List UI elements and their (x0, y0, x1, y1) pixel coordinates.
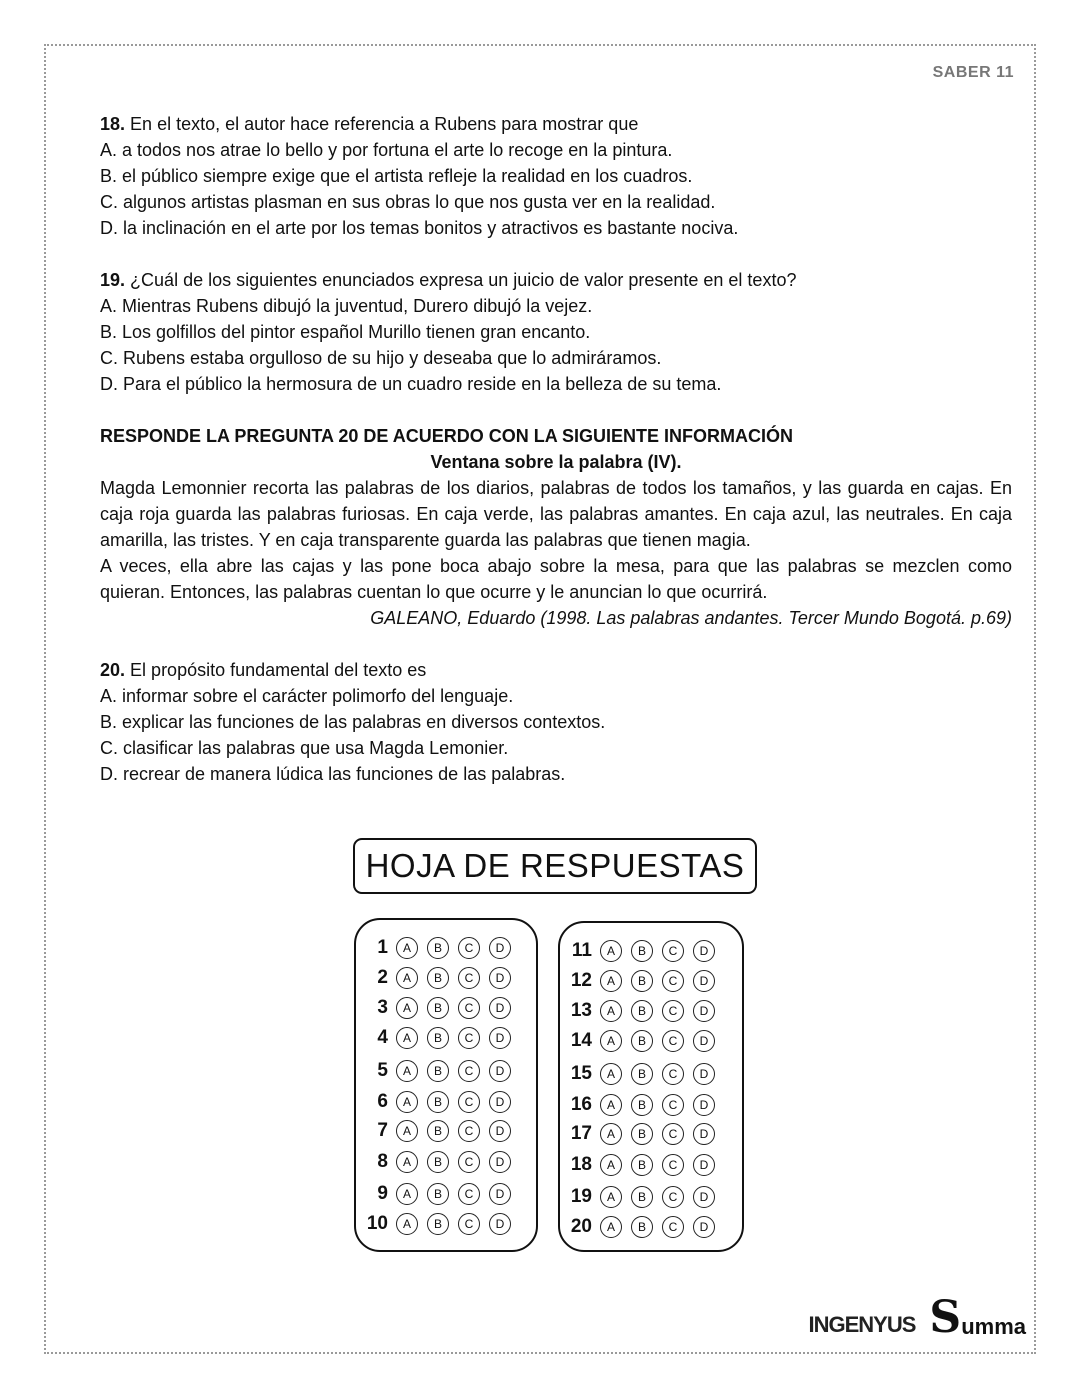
answer-bubble-c[interactable]: C (458, 1091, 480, 1113)
answer-bubble-a[interactable]: A (396, 1091, 418, 1113)
answer-bubble-d[interactable]: D (489, 937, 511, 959)
answer-row (560, 1027, 742, 1055)
option-d: D. la inclinación en el arte por los temas bonitos y atractivos es bastante nociva. (100, 218, 739, 238)
answer-row (356, 1180, 536, 1208)
answer-bubble-c[interactable]: C (458, 1213, 480, 1235)
answer-bubble-b[interactable]: B (427, 1120, 449, 1142)
option-c: C. clasificar las palabras que usa Magda Lemonier. (100, 738, 509, 758)
option-a: A. a todos nos atrae lo bello y por fortuna el arte lo recoge en la pintura. (100, 140, 673, 160)
answer-bubble-d[interactable]: D (693, 1000, 715, 1022)
option-a: A. Mientras Rubens dibujó la juventud, Durero dibujó la vejez. (100, 296, 593, 316)
answer-row (356, 1088, 536, 1116)
answer-bubble-b[interactable]: B (427, 997, 449, 1019)
question-number: 20. (100, 660, 126, 680)
answer-bubble-d[interactable]: D (489, 1120, 511, 1142)
answer-row-number: 13 (570, 1000, 592, 1021)
answer-row (356, 1057, 536, 1085)
answer-bubble-a[interactable]: A (600, 1186, 622, 1208)
passage-paragraph: A veces, ella abre las cajas y las pone boca abajo sobre la mesa, para que las palabras se mezclen como quieran. Entonces, las palabras cuentan lo que ocurre y le anuncian lo que ocurrirá. (100, 556, 1012, 602)
answer-bubble-d[interactable]: D (693, 1030, 715, 1052)
answer-bubble-a[interactable]: A (600, 1216, 622, 1238)
answer-bubble-b[interactable]: B (631, 1030, 653, 1052)
answer-bubble-c[interactable]: C (458, 1060, 480, 1082)
answer-bubble-d[interactable]: D (693, 1216, 715, 1238)
ingenyus-logo: INGENYUS (808, 1312, 916, 1337)
answer-bubble-a[interactable]: A (600, 970, 622, 992)
answer-row (560, 967, 742, 995)
answer-bubble-d[interactable]: D (693, 970, 715, 992)
answer-bubble-c[interactable]: C (662, 970, 684, 992)
answer-row-number: 2 (377, 967, 388, 988)
answer-row (560, 937, 742, 965)
answer-bubble-c[interactable]: C (458, 967, 480, 989)
answer-row-number: 16 (570, 1094, 592, 1115)
answer-bubble-a[interactable]: A (600, 1063, 622, 1085)
answer-bubble-a[interactable]: A (396, 1151, 418, 1173)
answer-bubble-a[interactable]: A (396, 1183, 418, 1205)
answer-bubble-c[interactable]: C (662, 1123, 684, 1145)
answer-bubble-b[interactable]: B (631, 1186, 653, 1208)
answer-bubble-a[interactable]: A (600, 1123, 622, 1145)
answer-bubble-b[interactable]: B (631, 1216, 653, 1238)
answer-bubble-d[interactable]: D (489, 967, 511, 989)
summa-logo-initial: S (929, 1292, 962, 1343)
answer-bubble-b[interactable]: B (631, 1000, 653, 1022)
question-number: 18. (100, 114, 126, 134)
option-d: D. Para el público la hermosura de un cuadro reside en la belleza de su tema. (100, 374, 722, 394)
answer-row-number: 18 (570, 1154, 592, 1175)
answer-row (560, 1183, 742, 1211)
answer-bubble-c[interactable]: C (458, 1120, 480, 1142)
answer-bubble-c[interactable]: C (662, 1063, 684, 1085)
passage-paragraph: Magda Lemonnier recorta las palabras de los diarios, palabras de todos los tamaños, y las guarda en cajas. En caja roja guarda las palabras furiosas. En caja verde, las palabras amantes. En caja azul, las neutrales. En caja amarilla, las tristes. Y en caja transparente guarda las palabras que tienen magia. (100, 478, 1012, 550)
option-c: C. Rubens estaba orgulloso de su hijo y deseaba que lo admiráramos. (100, 348, 662, 368)
question-stem (100, 111, 1012, 137)
answer-grid-left (354, 918, 538, 1252)
answer-bubble-a[interactable]: A (396, 967, 418, 989)
option-b: B. Los golfillos del pintor español Murillo tienen gran encanto. (100, 322, 591, 342)
answer-row-number: 15 (570, 1063, 592, 1084)
answer-bubble-c[interactable]: C (662, 1000, 684, 1022)
answer-bubble-d[interactable]: D (489, 1027, 511, 1049)
answer-row-number: 3 (377, 997, 388, 1018)
summa-logo-word: umma (961, 1314, 1026, 1339)
answer-bubble-d[interactable]: D (693, 940, 715, 962)
answer-row-number: 10 (366, 1213, 388, 1234)
answer-bubble-b[interactable]: B (631, 1094, 653, 1116)
reading-title: Ventana sobre la palabra (IV). (430, 452, 682, 472)
top-questions (100, 111, 1012, 397)
answer-bubble-c[interactable]: C (458, 937, 480, 959)
answer-bubble-a[interactable]: A (396, 1120, 418, 1142)
answer-bubble-c[interactable]: C (662, 1154, 684, 1176)
option-b: B. el público siempre exige que el artista refleje la realidad en los cuadros. (100, 166, 693, 186)
question-number: 19. (100, 270, 126, 290)
answer-bubble-b[interactable]: B (631, 1123, 653, 1145)
answer-bubble-d[interactable]: D (489, 1183, 511, 1205)
answer-bubble-a[interactable]: A (396, 1060, 418, 1082)
answer-row-number: 1 (377, 937, 388, 958)
answer-bubble-a[interactable]: A (600, 1154, 622, 1176)
footer-logos (808, 1292, 1027, 1343)
summa-logo (929, 1292, 1026, 1343)
question-stem (100, 657, 1012, 683)
answer-bubble-c[interactable]: C (458, 1027, 480, 1049)
answer-row (560, 1060, 742, 1088)
reading-citation: GALEANO, Eduardo (1998. Las palabras andantes. Tercer Mundo Bogotá. p.69) (370, 608, 1012, 628)
answer-row-number: 17 (570, 1123, 592, 1144)
reading-section (100, 423, 1012, 631)
answer-bubble-b[interactable]: B (427, 1091, 449, 1113)
answer-bubble-d[interactable]: D (693, 1186, 715, 1208)
question-20 (100, 657, 1012, 787)
answer-bubble-c[interactable]: C (662, 1186, 684, 1208)
answer-bubble-a[interactable]: A (396, 1027, 418, 1049)
answer-bubble-b[interactable]: B (631, 1154, 653, 1176)
answer-row (356, 964, 536, 992)
answer-row-number: 6 (377, 1091, 388, 1112)
question-stem-text: El propósito fundamental del texto es (130, 660, 427, 680)
answer-row-number: 20 (570, 1216, 592, 1237)
answer-bubble-d[interactable]: D (489, 1091, 511, 1113)
content (100, 111, 1012, 813)
answer-bubble-c[interactable]: C (458, 1183, 480, 1205)
answer-bubble-b[interactable]: B (427, 1060, 449, 1082)
answer-bubble-b[interactable]: B (427, 1151, 449, 1173)
answer-bubble-d[interactable]: D (693, 1154, 715, 1176)
answer-row (356, 1210, 536, 1238)
question-block (100, 267, 1012, 397)
answer-bubble-b[interactable]: B (631, 1063, 653, 1085)
answer-sheet-title: HOJA DE RESPUESTAS (353, 838, 757, 894)
answer-bubble-b[interactable]: B (427, 937, 449, 959)
answer-bubble-a[interactable]: A (600, 940, 622, 962)
answer-bubble-a[interactable]: A (600, 1030, 622, 1052)
answer-row (356, 1024, 536, 1052)
answer-row-number: 7 (377, 1120, 388, 1141)
answer-bubble-d[interactable]: D (489, 997, 511, 1019)
answer-row (356, 994, 536, 1022)
reading-instruction: RESPONDE LA PREGUNTA 20 DE ACUERDO CON LA SIGUIENTE INFORMACIÓN (100, 426, 794, 446)
answer-bubble-d[interactable]: D (693, 1063, 715, 1085)
answer-row-number: 5 (377, 1060, 388, 1081)
answer-bubble-a[interactable]: A (396, 1213, 418, 1235)
answer-bubble-d[interactable]: D (693, 1094, 715, 1116)
answer-bubble-d[interactable]: D (489, 1213, 511, 1235)
answer-row (560, 997, 742, 1025)
answer-row (356, 934, 536, 962)
option-a: A. informar sobre el carácter polimorfo del lenguaje. (100, 686, 514, 706)
option-d: D. recrear de manera lúdica las funciones de las palabras. (100, 764, 566, 784)
question-block (100, 111, 1012, 241)
answer-bubble-b[interactable]: B (427, 1213, 449, 1235)
reading-passage (100, 475, 1012, 605)
answer-bubble-d[interactable]: D (489, 1151, 511, 1173)
answer-bubble-c[interactable]: C (662, 1030, 684, 1052)
answer-bubble-d[interactable]: D (489, 1060, 511, 1082)
option-c: C. algunos artistas plasman en sus obras lo que nos gusta ver en la realidad. (100, 192, 716, 212)
answer-row-number: 4 (377, 1027, 388, 1048)
question-stem-text: En el texto, el autor hace referencia a Rubens para mostrar que (130, 114, 639, 134)
answer-row-number: 8 (377, 1151, 388, 1172)
answer-bubble-c[interactable]: C (458, 1151, 480, 1173)
answer-bubble-b[interactable]: B (427, 1183, 449, 1205)
question-stem-text: ¿Cuál de los siguientes enunciados expresa un juicio de valor presente en el texto? (130, 270, 797, 290)
answer-row-number: 19 (570, 1186, 592, 1207)
answer-bubble-c[interactable]: C (458, 997, 480, 1019)
answer-row (560, 1213, 742, 1241)
answer-row (356, 1117, 536, 1145)
answer-bubble-a[interactable]: A (600, 1000, 622, 1022)
answer-row (560, 1091, 742, 1119)
option-b: B. explicar las funciones de las palabras en diversos contextos. (100, 712, 606, 732)
answer-row (356, 1148, 536, 1176)
answer-bubble-c[interactable]: C (662, 940, 684, 962)
answer-bubble-b[interactable]: B (631, 940, 653, 962)
question-stem (100, 267, 1012, 293)
answer-bubble-c[interactable]: C (662, 1094, 684, 1116)
answer-row-number: 9 (377, 1183, 388, 1204)
answer-bubble-d[interactable]: D (693, 1123, 715, 1145)
answer-row (560, 1151, 742, 1179)
answer-bubble-c[interactable]: C (662, 1216, 684, 1238)
header-label: SABER 11 (932, 64, 1014, 81)
answer-bubble-a[interactable]: A (396, 997, 418, 1019)
answer-bubble-b[interactable]: B (631, 970, 653, 992)
answer-row-number: 12 (570, 970, 592, 991)
answer-bubble-b[interactable]: B (427, 967, 449, 989)
answer-bubble-a[interactable]: A (396, 937, 418, 959)
answer-bubble-b[interactable]: B (427, 1027, 449, 1049)
answer-row-number: 11 (571, 940, 592, 961)
answer-grid-right (558, 921, 744, 1252)
answer-bubble-a[interactable]: A (600, 1094, 622, 1116)
answer-row (560, 1120, 742, 1148)
answer-row-number: 14 (570, 1030, 592, 1051)
